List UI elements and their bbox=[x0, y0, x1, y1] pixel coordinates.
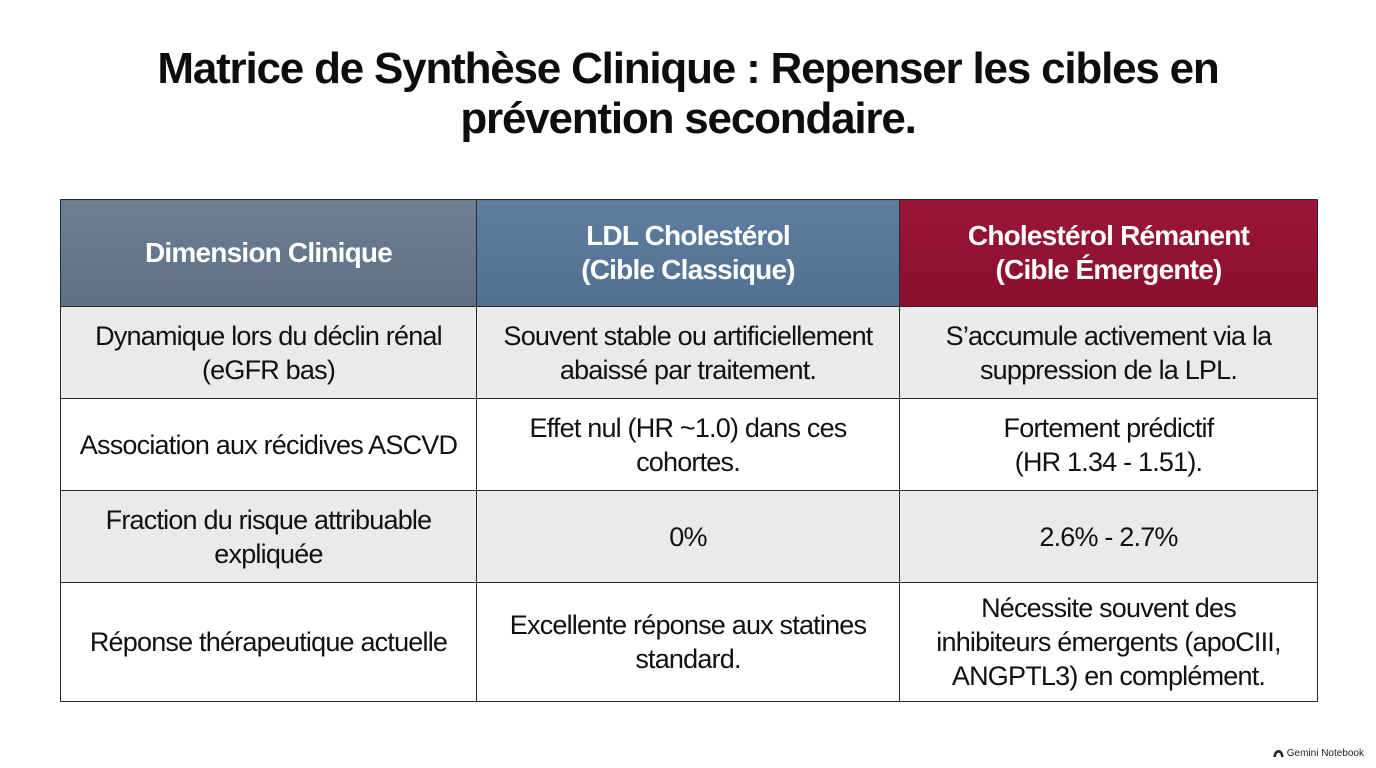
cell-text: 0% bbox=[669, 521, 707, 552]
table-cell bbox=[900, 399, 1318, 491]
table-cell bbox=[61, 583, 477, 702]
table-cell bbox=[61, 399, 477, 491]
table-header-row bbox=[61, 200, 1318, 307]
header-ldl-label: LDL Cholestérol bbox=[586, 220, 790, 251]
title-line-1: Matrice de Synthèse Clinique : Repenser les cibles en bbox=[157, 44, 1219, 93]
table-cell bbox=[900, 491, 1318, 583]
header-remnant bbox=[900, 200, 1318, 307]
cell-text: Fraction du risque attribuable bbox=[105, 504, 432, 535]
table-cell bbox=[900, 583, 1318, 702]
table-cell bbox=[477, 583, 900, 702]
table-row bbox=[61, 307, 1318, 399]
cell-text: Dynamique lors du déclin rénal bbox=[95, 320, 442, 351]
table-cell bbox=[477, 307, 900, 399]
table-cell bbox=[900, 307, 1318, 399]
cell-text: abaissé par traitement. bbox=[559, 354, 817, 385]
table-cell bbox=[477, 399, 900, 491]
cell-text: Excellente réponse aux statines bbox=[509, 610, 867, 640]
header-ldl-sublabel: (Cible Classique) bbox=[581, 254, 795, 285]
cell-text: Fortement prédictif bbox=[1003, 412, 1214, 443]
table-cell bbox=[61, 491, 477, 583]
page-title bbox=[0, 44, 1376, 144]
table-row bbox=[61, 491, 1318, 583]
header-remnant-label: Cholestérol Rémanent bbox=[967, 220, 1250, 251]
table-cell bbox=[477, 491, 900, 583]
cell-text: ANGPTL3) en complément. bbox=[951, 661, 1266, 691]
cell-text: Souvent stable ou artificiellement bbox=[503, 320, 873, 351]
branding-label: Gemini Notebook bbox=[1286, 748, 1364, 759]
header-dimension-label: Dimension Clinique bbox=[145, 237, 392, 268]
table-row bbox=[61, 399, 1318, 491]
table-row bbox=[61, 583, 1318, 702]
cell-text: (eGFR bas) bbox=[201, 354, 336, 385]
cell-text: S’accumule activement via la bbox=[945, 320, 1272, 351]
branding-watermark bbox=[1273, 748, 1364, 759]
cell-text: Nécessite souvent des bbox=[981, 593, 1236, 623]
clinical-matrix-table bbox=[60, 199, 1318, 702]
header-ldl bbox=[477, 200, 900, 307]
notebook-logo-icon bbox=[1273, 749, 1284, 758]
cell-text: inhibiteurs émergents (apoCIII, bbox=[936, 627, 1281, 657]
table-cell bbox=[61, 307, 477, 399]
header-remnant-sublabel: (Cible Émergente) bbox=[995, 254, 1222, 285]
header-dimension bbox=[61, 200, 477, 307]
cell-text: (HR 1.34 - 1.51). bbox=[1014, 446, 1203, 477]
cell-text: suppression de la LPL. bbox=[979, 354, 1238, 385]
cell-text: cohortes. bbox=[636, 446, 740, 477]
cell-text: Réponse thérapeutique actuelle bbox=[89, 627, 448, 657]
cell-text: Association aux récidives ASCVD bbox=[79, 429, 458, 460]
title-line-2: prévention secondaire. bbox=[460, 94, 916, 143]
cell-text: standard. bbox=[635, 644, 741, 674]
cell-text: 2.6% - 2.7% bbox=[1039, 521, 1178, 552]
cell-text: expliquée bbox=[214, 538, 323, 569]
cell-text: Effet nul (HR ~1.0) dans ces bbox=[529, 412, 847, 443]
